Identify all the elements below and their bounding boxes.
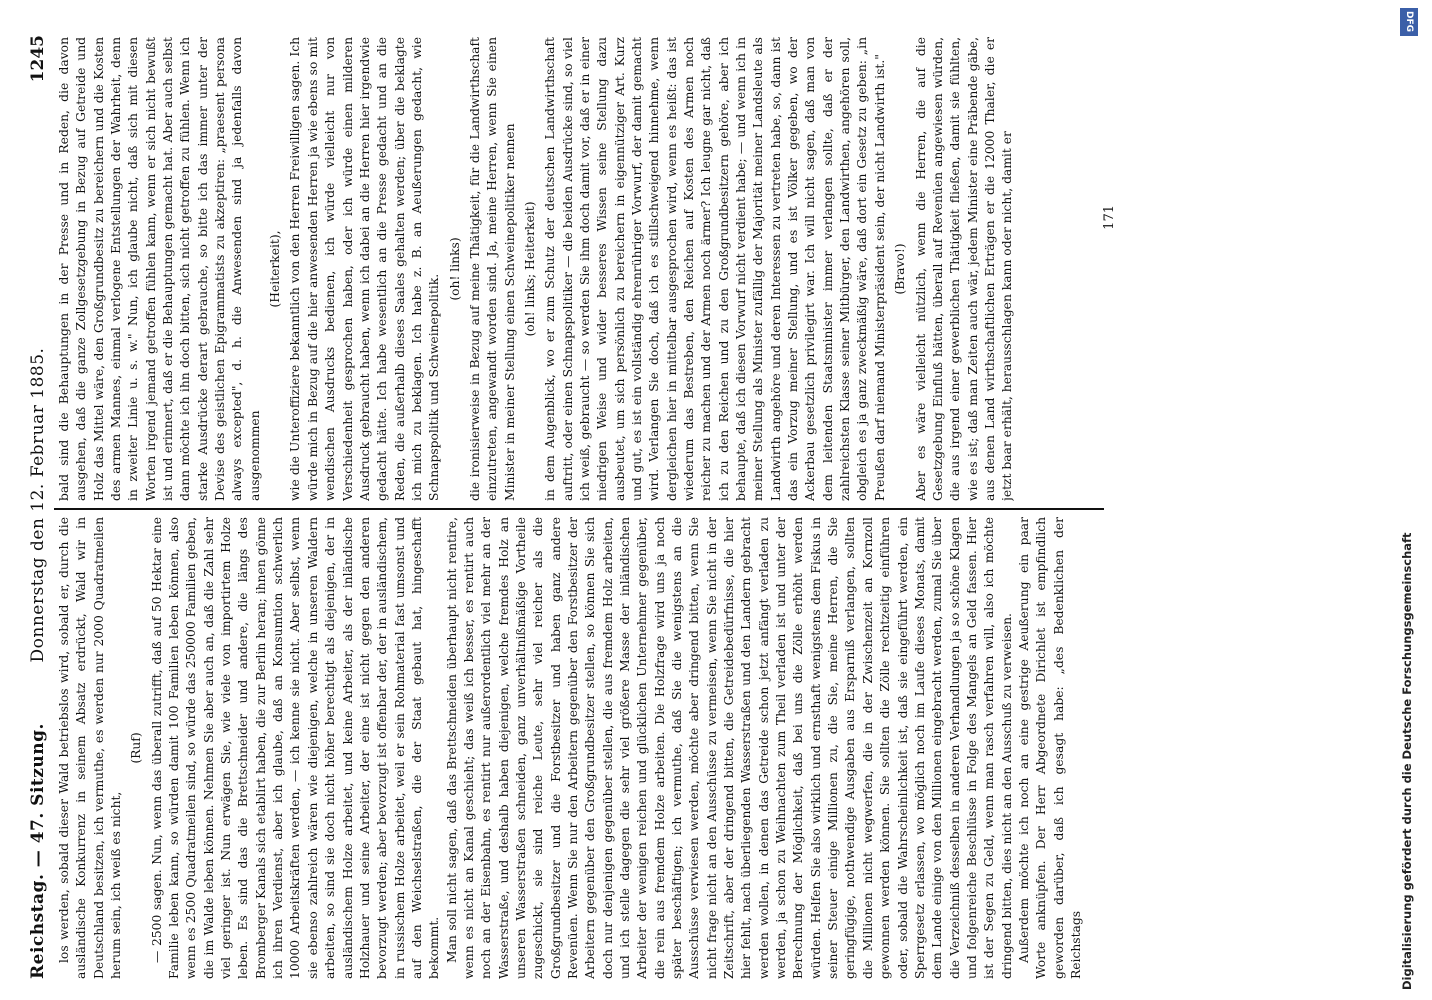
interjection: (oh! links; Heiterkeit) (522, 201, 537, 337)
page-number: 1245 (28, 35, 48, 83)
paragraph: Man soll nicht sagen, daß das Brettschneiden überhaupt nicht rentire, wenn es nicht an Kanal geschieht; das weiß ich besser, es rentirt auch noch an der Eisenbahn, es rentirt nur außerordentlich viel mehr an der Wasserstraße, und deshalb haben diejenigen, welche fremdes Holz an unseren Wasserstraßen schneiden, ganz unverhältnißmäßige Vortheile zugeschickt, sie sind reiche Leute, sehr viel reicher als die Großgrundbesitzer und die Forstbesitzer und haben ganz andere Revenüen. Wenn Sie nur den Arbeitern gegenüber den Forstbesitzer der Arbeitern gegenüber den Großgrundbesitzer stellen, so können Sie sich doch nur denjenigen gegenüber stellen, die aus fremdem Holz arbeiten, und ich stelle dagegen die sehr viel größere Masse der inländischen Arbeiter der wenigen reichen und glücklichen Unternehmer gegenüber, die rein aus fremdem Holze arbeiten. Die Holzfrage wird uns ja noch später beschäftigen; ich vermuthe, daß Sie die wenigstens an die Ausschüsse verwiesen werden, möchte aber dringend bitten, wenn Sie nicht frage nicht an den Ausschüsse zu vermeisen, wenn Sie nicht in der Zeitschrift, aber der dringend bitten, die Getreidebedürfnisse, die hier hier fehlt, nach überliegenden Wasserstraßen und den Landern gebracht werden wollen, in denen das Getreide schon jetzt anfängt verladen zu werden, ja schon zu Weihnachten zum Theil verladen ist und unter der Berechnung der Möglichkeit, daß bei uns die Zölle erhöht werden würden. Helfen Sie also wirklich und ernsthaft wenigstens dem Fiskus in seiner Steuer einige Millionen zu, die Sie, meine Herren, die Sie geringfügige, nothwendige Ausgaben aus Ersparniß verlangen, sollten die Millionen nicht wegwerfen, die in der Zwischenzeit an Kornzoll gewonnen werden können. Sie sollten die Zölle rechtzeitig einführen oder, sobald die Wahrscheinlichkeit ist, daß sie eingeführt werden, ein Sperrgesetz erlassen, wo möglich noch im Laufe dieses Monats, damit dem Lande einige von den Millionen eingebracht werden, zumal Sie über die Verzeichniß desselben in anderen Verhandlungen ja so schöne Klagen und folgenreiche Beschlüsse in Folge des Mangels an Geld fassen. Hier ist der Segen zu Geld, wenn man rasch verfahren will, also ich möchte dringend bitten, dies nicht an den Ausschuß zu verweisen. (444, 517, 1014, 979)
header-date: Donnerstag den 12. Februar 1885. (28, 347, 48, 663)
interjection: (Heiterkeit), (268, 230, 283, 308)
dfg-logo: DFG (1400, 8, 1418, 36)
dfg-sidebar (1388, 0, 1432, 1000)
rotated-page (20, 25, 1400, 985)
paragraph: die ironisierweise in Bezug auf meine Thätigkeit, für die Landwirthschaft einzutreten, angewandt worden sind. Ja, meine Herren, wenn Sie einen Minister in meiner Stellung einen Schweinepolitiker nennen (467, 37, 517, 501)
left-column (56, 517, 1096, 979)
header-left-title: Reichstag. — 47. Sitzung. (28, 723, 48, 979)
dfg-credit-text: Digitalisierung gefördert durch die Deutsche Forschungsgemeinschaft (1400, 532, 1414, 990)
page-header (20, 25, 54, 985)
paragraph: los werden, sobald dieser Wald betriebslos wird, sobald er, durch die ausländische Konkurrenz in seinem Absatz erdrückt, Wald wir in Deutschland besitzen, ich vermuthe, es werden nur 2000 Quadratmeilen herum sein, ich weiß es nicht, (57, 517, 124, 979)
column-divider (54, 509, 1104, 511)
paragraph: wie die Unteroffiziere bekanntlich von den Herren Freiwilligen sagen. Ich würde mich in Bezug auf die hier anwesenden Herren ja wie ebens so mit wendischen Ausdrucks bedienen, ich würde vielleicht nur von Verschiedenheit gesprochen haben, oder ich würde einen milderen Ausdruck gebraucht haben, wenn ich dabei an die Herren hier irgendwie gedacht hätte. Ich habe wesentlich an die Presse gedacht und an die Reden, die außerhalb dieses Saales gehalten werden; über die beklagte ich mich zu beklagen. Ich habe z. B. an Aeußerungen gedacht, wie Schnapspolitik und Schweinepolitik. (288, 37, 442, 501)
interjection: (Bravo!) (893, 243, 908, 295)
paragraph: bald sind die Behauptungen in der Presse und in Reden, die davon ausgehen, daß die ganze Zollgesetzgebung in Bezug auf Getreide und Holz das Mittel wäre, den Großgrundbesitz zu bereichern und die Kosten des armen Mannes, einmal verlogene Entstellungen der Wahrheit, denn in zweiter Linie u. s. w." Nun, ich glaube nicht, daß sich mit diesen Worten irgend jemand getroffen fühlen kann, wenn er sich nicht bewußt ist und erinnert, daß er die Behauptungen gemacht hat. Aber auch selbst dann möchte ich ihn doch bitten, sich nicht getroffen zu fühlen. Wenn ich starke Ausdrücke derart gebrauche, so bitte ich das immer unter der Devise des geistlichen Epigrammatists zu akzeptiren: „praesent persona always excepted", d. h. die Anwesenden sind ja jedenfalls davon ausgenommen (57, 37, 262, 501)
sheet-number: 171 (1102, 205, 1117, 230)
paragraph: — 2500 sagen. Nun, wenn das überall zutrifft, daß auf 50 Hektar eine Familie leben kann, so würden damit 100 Familien leben können, also wenn es 2500 Quadratmeilen sind, so würde das 250000 Familien geben, die im Walde leben können. Nehmen Sie aber auch an, daß die Zahl sehr viel geringer ist. Nun erwägen Sie, wie viele von importirtem Holze leben. Es sind das die Brettschneider und andere, die längs des Bromberger Kanals sich etablirt haben, die zur Berlin heran; ihnen gönne ich ihren Verdienst, aber ich glaube, daß an Konsumtion schwerlich 10000 Arbeitskräften werden, — ich kenne sie nicht. Aber selbst, wenn sie ebenso zahlreich wären wie diejenigen, welche in unseren Waldern arbeiten, so sind sie doch nicht höher berechtigt als diejenigen, der in ausländischem Holze arbeitet, und keine Arbeiter, als der inländische Holzhauer und seine Arbeiter, der eine ist nicht gegen den anderen bevorzugt werden; aber bevorzugt ist offenbar der, der in ausländischem, in russischem Holze arbeitet, weil er sein Rohmaterial fast umsonst und auf den Weichselstraßen, die der Staat gebaut hat, hingeschafft bekommt. (149, 517, 442, 979)
paragraph: Aber es wäre vielleicht nützlich, wenn die Herren, die auf die Gesetzgebung Einfluß hätten, überall auf Revenüen angewiesen würden, die aus irgend einer gewerblichen Thätigkeit fließen, damit sie fühlten, wie es ist; daß man Zeiten auch wär, jedem Minister eine Präbende gäbe, aus denen Land wirthschaftlichen Erträgen er die 12000 Thaler, die er jetzt baar erhält, herausschlagen kann oder nicht, damit er (913, 37, 1015, 501)
paragraph: in dem Augenblick, wo er zum Schutz der deutschen Landwirthschaft auftritt, oder einen Schnapspolitiker — die beiden Ausdrücke sind, so viel ich weiß, gebraucht — so werden Sie ihm doch damit vor, daß er in einer niedrigen Weise und wider besseres Wissen seine Stellung dazu ausbeutet, um sich persönlich zu bereichern in eigennütziger Art. Kurz und gut, es ist ein vollständig ehrenrühriger Vorwurf, der damit gemacht wird. Verlangen Sie doch, daß ich es stillschweigend hinnehme, wenn dergleichen hier in mittelbar ausgesprochen wird, wenn es heißt: das ist wiederum das Bestreben, den Reichen auf Kosten des Armen noch reicher zu machen und der Armen noch ärmer? Ich leugne gar nicht, daß ich zu den Reichen und zu den Großgrundbesitzern gehöre, aber ich behaupte, daß ich diesen Vorwurf nicht verdient habe; — und wenn ich in meiner Stellung als Minister zufällig der Majorität meiner Landsleute als Landwirth angehöre und deren Interessen zu vertreten habe, so, dann ist das ein Vorzug meiner Stellung, und es ist Völker gegeben, wo der Ackerbau gesetzlich privilegirt war. Ich will nicht sagen, daß man von dem leitenden Staatsminister immer verlangen sollte, daß er der zahlreichsten Klasse seiner Mitbürger, den Landwirthen, angehören soll, obgleich es ja ganz zweckmäßig wäre, daß dort ein Gesetz zu geben: „in Preußen darf niemand Ministerpräsident sein, der nicht Landwirth ist." (543, 37, 887, 501)
paragraph: Außerdem möchte ich noch an eine gestrige Aeußerung ein paar Worte anknüpfen. Der Herr Abgeordnete Dirichlet ist empfindlich geworden darüber, daß ich gesagt habe: „des Bedenklichen der Reichstags (1016, 517, 1083, 979)
interjection: (oh! links) (447, 237, 462, 301)
right-column (56, 37, 1096, 501)
interjection: (Ruf) (129, 732, 144, 764)
